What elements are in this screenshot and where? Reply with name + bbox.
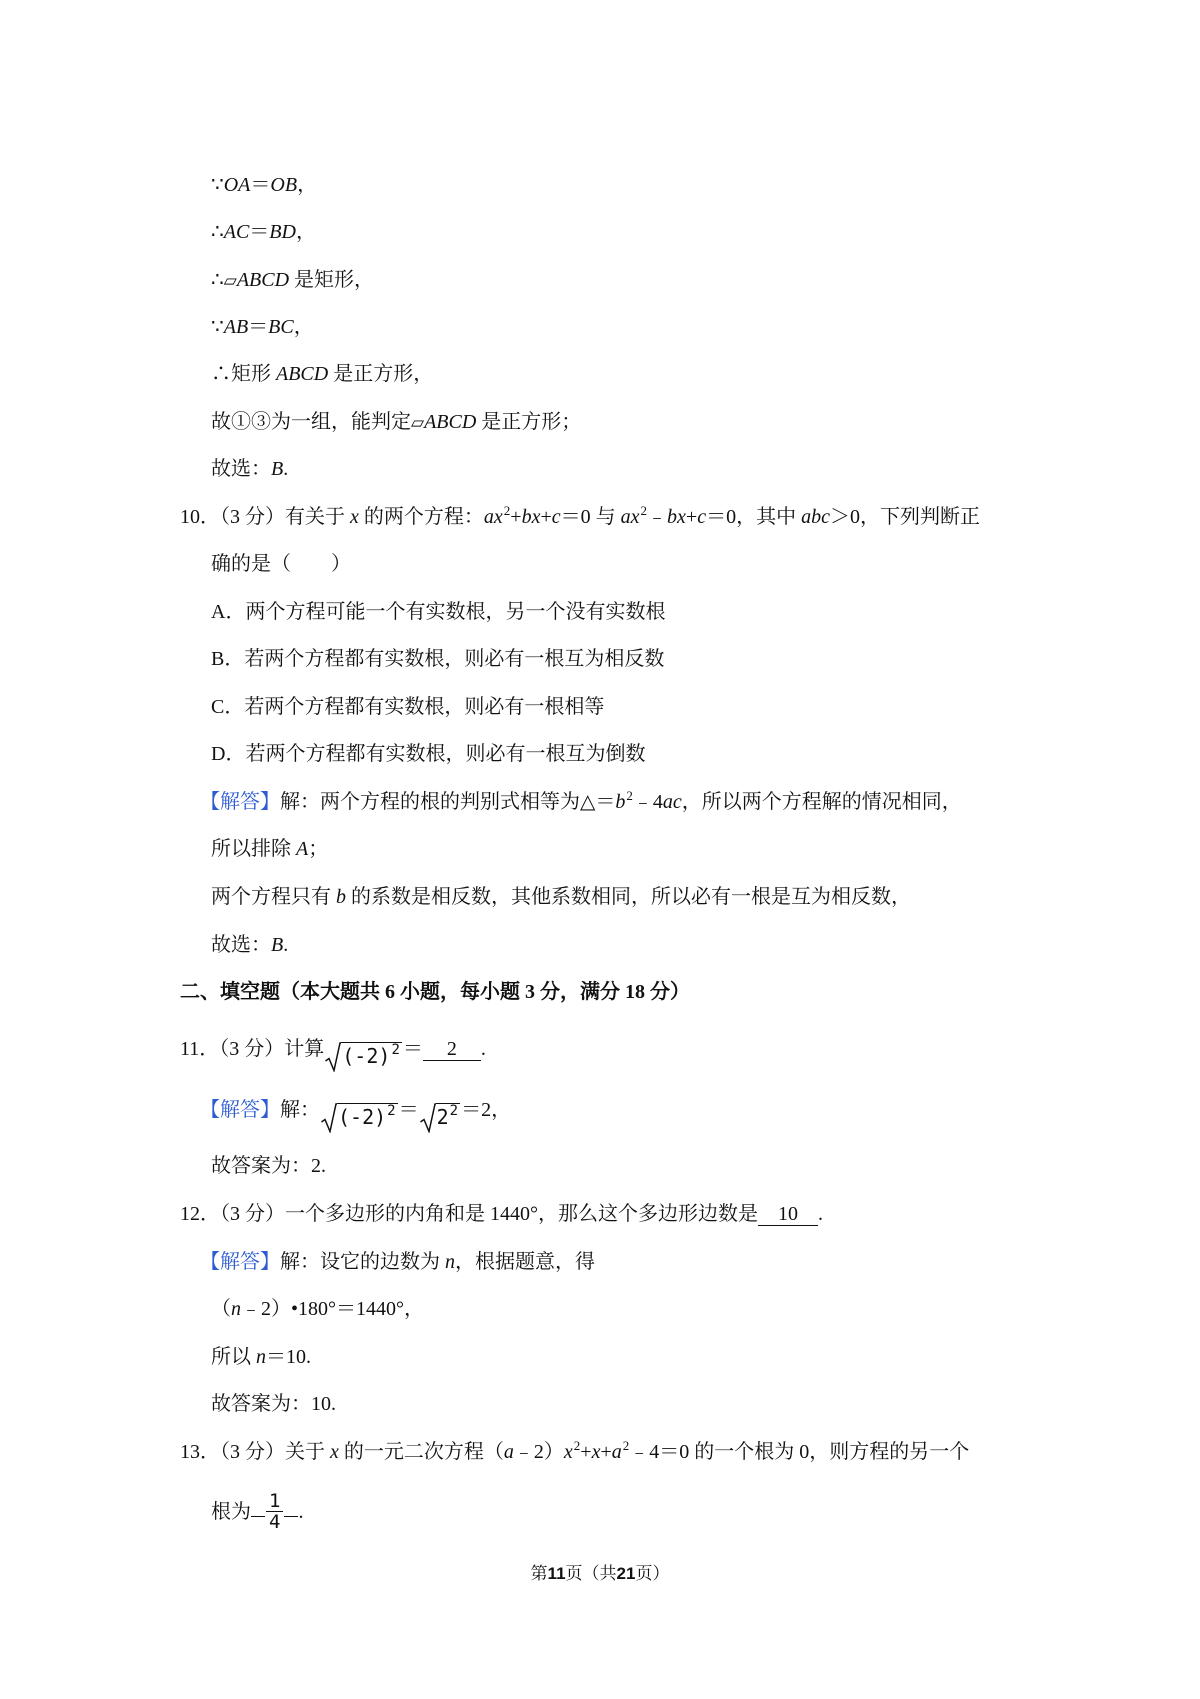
math-variable: n: [256, 1346, 266, 1368]
text-segment: 有关于: [285, 506, 350, 528]
text-segment: ∵: [211, 316, 224, 338]
math-variable: bx: [667, 506, 686, 528]
text-segment: 故选：: [211, 458, 271, 480]
radicand: [436, 1103, 460, 1130]
text-segment: ∴矩形: [211, 363, 276, 385]
text-segment: ＝2，: [461, 1099, 512, 1121]
question-number: 13．: [180, 1441, 220, 1463]
text-segment: 计算: [284, 1038, 325, 1060]
parallelogram-symbol: ▱: [411, 413, 425, 433]
math-variable: b: [336, 886, 346, 908]
math-variable: bx: [521, 506, 541, 528]
q10-option-b: [211, 647, 664, 671]
math-variable: ABCD: [276, 363, 329, 385]
radicand: [337, 1103, 398, 1130]
q11-stem: [180, 1037, 486, 1068]
question-number: 10．: [180, 506, 220, 528]
q12-answer-blank: 10: [758, 1204, 818, 1226]
math-variable: AC: [223, 221, 250, 243]
radical-sign-icon: [321, 1103, 337, 1133]
text-segment: +: [540, 506, 552, 528]
current-page-number: 11: [547, 1564, 566, 1583]
text-segment: 是正方形，: [328, 363, 434, 385]
option-letter: B．: [211, 648, 245, 670]
question-score: （3 分）: [220, 506, 285, 528]
question-number: 11．: [180, 1038, 220, 1060]
superscript: 2: [640, 503, 648, 518]
text-segment: ∵: [211, 174, 224, 196]
math-variable: BD: [269, 221, 296, 243]
math-variable: OA: [223, 174, 251, 196]
option-text: 若两个方程都有实数根，则必有一根相等: [244, 696, 605, 718]
square-root-expression: [420, 1103, 460, 1133]
text-segment: ；: [308, 838, 329, 860]
q10-answer-line-2: [211, 837, 328, 861]
math-variable: c: [697, 506, 707, 528]
text-segment: ＝10.: [266, 1346, 311, 1368]
q12-solution-line-2: [211, 1297, 424, 1321]
q11-solution: [200, 1098, 512, 1129]
text-segment: ＝: [248, 316, 269, 338]
option-letter: C．: [211, 696, 245, 718]
text-segment: 确的是（ ）: [211, 553, 351, 575]
text-segment: ＝: [398, 1099, 419, 1121]
math-variable: ABCD: [236, 269, 290, 291]
text-segment: 故答案为：2.: [211, 1155, 326, 1177]
math-variable: x: [563, 1441, 573, 1463]
text-segment: .: [818, 1203, 823, 1225]
text-segment: ＝0 与: [560, 506, 621, 528]
text-segment: +: [600, 1441, 612, 1463]
text-segment: ﹣2）•180°＝1440°，: [241, 1298, 424, 1320]
superscript: 2: [622, 1438, 630, 1453]
superscript: 2: [503, 503, 511, 518]
text-segment: 解：两个方程的根的判别式相等为△＝: [280, 791, 616, 813]
answer-label: 【解答】: [200, 1251, 280, 1273]
text-segment: +: [510, 506, 522, 528]
question-number: 12．: [180, 1203, 220, 1225]
math-variable: ax: [620, 506, 640, 528]
text-segment: .: [283, 458, 289, 480]
text-segment: 根为: [211, 1501, 251, 1524]
proof-line-oa-ob: [211, 173, 317, 197]
square-root-expression: [325, 1042, 402, 1072]
proof-line-ac-bd: [211, 220, 316, 244]
math-variable: x: [591, 1441, 601, 1463]
text-segment: .: [480, 1038, 486, 1060]
q12-stem: [180, 1202, 823, 1226]
text-segment: 的系数是相反数，其他系数相同，所以必有一根是互为相反数，: [346, 886, 911, 908]
text-segment: 故①③为一组，能判定: [211, 411, 411, 433]
q12-solution-line-3: [211, 1345, 311, 1369]
fraction-numerator: 1: [266, 1491, 283, 1512]
answer-label: 【解答】: [200, 1099, 280, 1121]
text-segment: ，: [295, 221, 316, 243]
math-variable: BC: [268, 316, 294, 338]
text-segment: 解：: [280, 1099, 320, 1121]
math-variable: abc: [801, 506, 830, 528]
radicand-base: (-2): [338, 1105, 387, 1129]
text-segment: ＝0，其中: [706, 506, 802, 528]
q13-stem-line-2: [211, 1490, 304, 1533]
math-variable: a: [503, 1441, 514, 1463]
q10-stem-line-1: [180, 505, 980, 529]
answer-blank-underline: [251, 1515, 265, 1517]
math-variable: x: [330, 1441, 339, 1463]
section-heading-text: 二、填空题（本大题共 6 小题，每小题 3 分，满分 18 分）: [180, 981, 690, 1003]
text-segment: ，所以两个方程解的情况相同，: [681, 791, 962, 813]
math-variable: B: [271, 458, 284, 480]
q10-stem-line-2: [211, 552, 351, 576]
text-segment: ，: [293, 316, 314, 338]
text-segment: +: [580, 1441, 592, 1463]
text-segment: 故选：: [211, 934, 271, 956]
radicand-base: 2: [436, 1105, 449, 1129]
math-variable: x: [350, 506, 359, 528]
math-variable: ac: [662, 791, 682, 813]
math-variable: n: [445, 1251, 455, 1273]
math-variable: AB: [223, 316, 249, 338]
math-variable: A: [296, 838, 309, 860]
superscript: 2: [387, 1103, 396, 1119]
parallelogram-symbol: ▱: [223, 271, 237, 291]
text-segment: ，根据题意，得: [455, 1251, 595, 1273]
radicand-base: (-2): [342, 1044, 391, 1068]
text-segment: 一个多边形的内角和是 1440°，那么这个多边形边数是: [285, 1203, 758, 1225]
text-segment: ﹣4＝0 的一个根为 0，则方程的另一个: [629, 1441, 970, 1463]
superscript: 2: [391, 1042, 400, 1058]
total-page-count: 21: [616, 1564, 636, 1583]
text-segment: ＝: [250, 174, 271, 196]
text-segment: .: [298, 1501, 304, 1524]
text-segment: 是矩形，: [289, 269, 375, 291]
question-score: （3 分）: [219, 1038, 285, 1060]
section-heading-fill-in: [180, 980, 690, 1004]
answer-label: 【解答】: [200, 791, 280, 813]
superscript: 2: [573, 1438, 581, 1453]
text-segment: ﹣4: [632, 791, 663, 813]
footer-text: 页（共: [565, 1564, 617, 1583]
superscript: 2: [449, 1103, 459, 1119]
q10-answer-line-3: [211, 885, 911, 909]
text-segment: 关于: [285, 1441, 330, 1463]
answer-blank-underline: [284, 1515, 298, 1517]
radicand: [341, 1042, 402, 1069]
text-segment: ∴: [211, 221, 224, 243]
proof-line-conclusion: [211, 410, 581, 434]
page-footer: [0, 1563, 1200, 1585]
radical-sign-icon: [325, 1042, 341, 1072]
footer-text: 页）: [635, 1564, 670, 1583]
text-segment: ﹣2）: [513, 1441, 564, 1463]
text-segment: .: [283, 934, 289, 956]
text-segment: ＝: [402, 1038, 423, 1060]
q11-answer-blank: 2: [423, 1039, 481, 1061]
text-segment: 是正方形；: [476, 411, 582, 433]
q13-stem-line-1: [180, 1440, 969, 1464]
q11-conclusion: [211, 1154, 326, 1178]
question-score: （3 分）: [220, 1203, 285, 1225]
math-variable: n: [231, 1298, 241, 1320]
math-variable: b: [615, 791, 626, 813]
square-root-expression: [321, 1103, 398, 1133]
option-letter: A．: [211, 601, 246, 623]
footer-text: 第: [530, 1564, 548, 1583]
superscript: 2: [626, 788, 633, 803]
text-segment: ，: [297, 174, 318, 196]
text-segment: 的一元二次方程（: [338, 1441, 504, 1463]
text-segment: ∴: [211, 269, 224, 291]
text-segment: 两个方程只有: [211, 886, 336, 908]
q12-conclusion: [211, 1392, 336, 1416]
text-segment: （: [211, 1298, 231, 1320]
text-segment: 故答案为：10.: [211, 1393, 336, 1415]
q10-option-d: [211, 742, 645, 766]
math-variable: a: [611, 1441, 622, 1463]
math-variable: ax: [483, 506, 503, 528]
fraction-denominator: 4: [269, 1511, 281, 1533]
text-segment: +: [685, 506, 698, 528]
option-text: 若两个方程都有实数根，则必有一根互为倒数: [245, 743, 646, 765]
text-segment: ﹣: [647, 506, 668, 528]
q10-answer-line-1: [200, 790, 962, 814]
option-text: 两个方程可能一个有实数根，另一个没有实数根: [245, 601, 666, 623]
q10-option-c: [211, 695, 604, 719]
math-variable: ABCD: [424, 411, 477, 433]
text-segment: 解：设它的边数为: [280, 1251, 445, 1273]
proof-line-square: [211, 362, 433, 386]
option-text: 若两个方程都有实数根，则必有一根互为相反数: [244, 648, 665, 670]
text-segment: ＞0，下列判断正: [829, 506, 980, 528]
text-segment: 所以排除: [211, 838, 296, 860]
q13-answer-fraction: [266, 1491, 283, 1532]
q10-answer-line-4: [211, 933, 288, 957]
text-segment: 的两个方程：: [358, 506, 484, 528]
math-variable: c: [551, 506, 561, 528]
math-variable: OB: [270, 174, 298, 196]
text-segment: 所以: [211, 1346, 256, 1368]
math-variable: B: [271, 934, 284, 956]
q12-solution-line-1: [200, 1250, 595, 1274]
q10-option-a: [211, 600, 665, 624]
radical-sign-icon: [420, 1103, 436, 1133]
text-segment: ＝: [249, 221, 270, 243]
proof-line-choice: [211, 457, 288, 481]
question-score: （3 分）: [220, 1441, 285, 1463]
option-letter: D．: [211, 743, 246, 765]
proof-line-ab-bc: [211, 315, 314, 339]
proof-line-rectangle: [211, 268, 374, 292]
